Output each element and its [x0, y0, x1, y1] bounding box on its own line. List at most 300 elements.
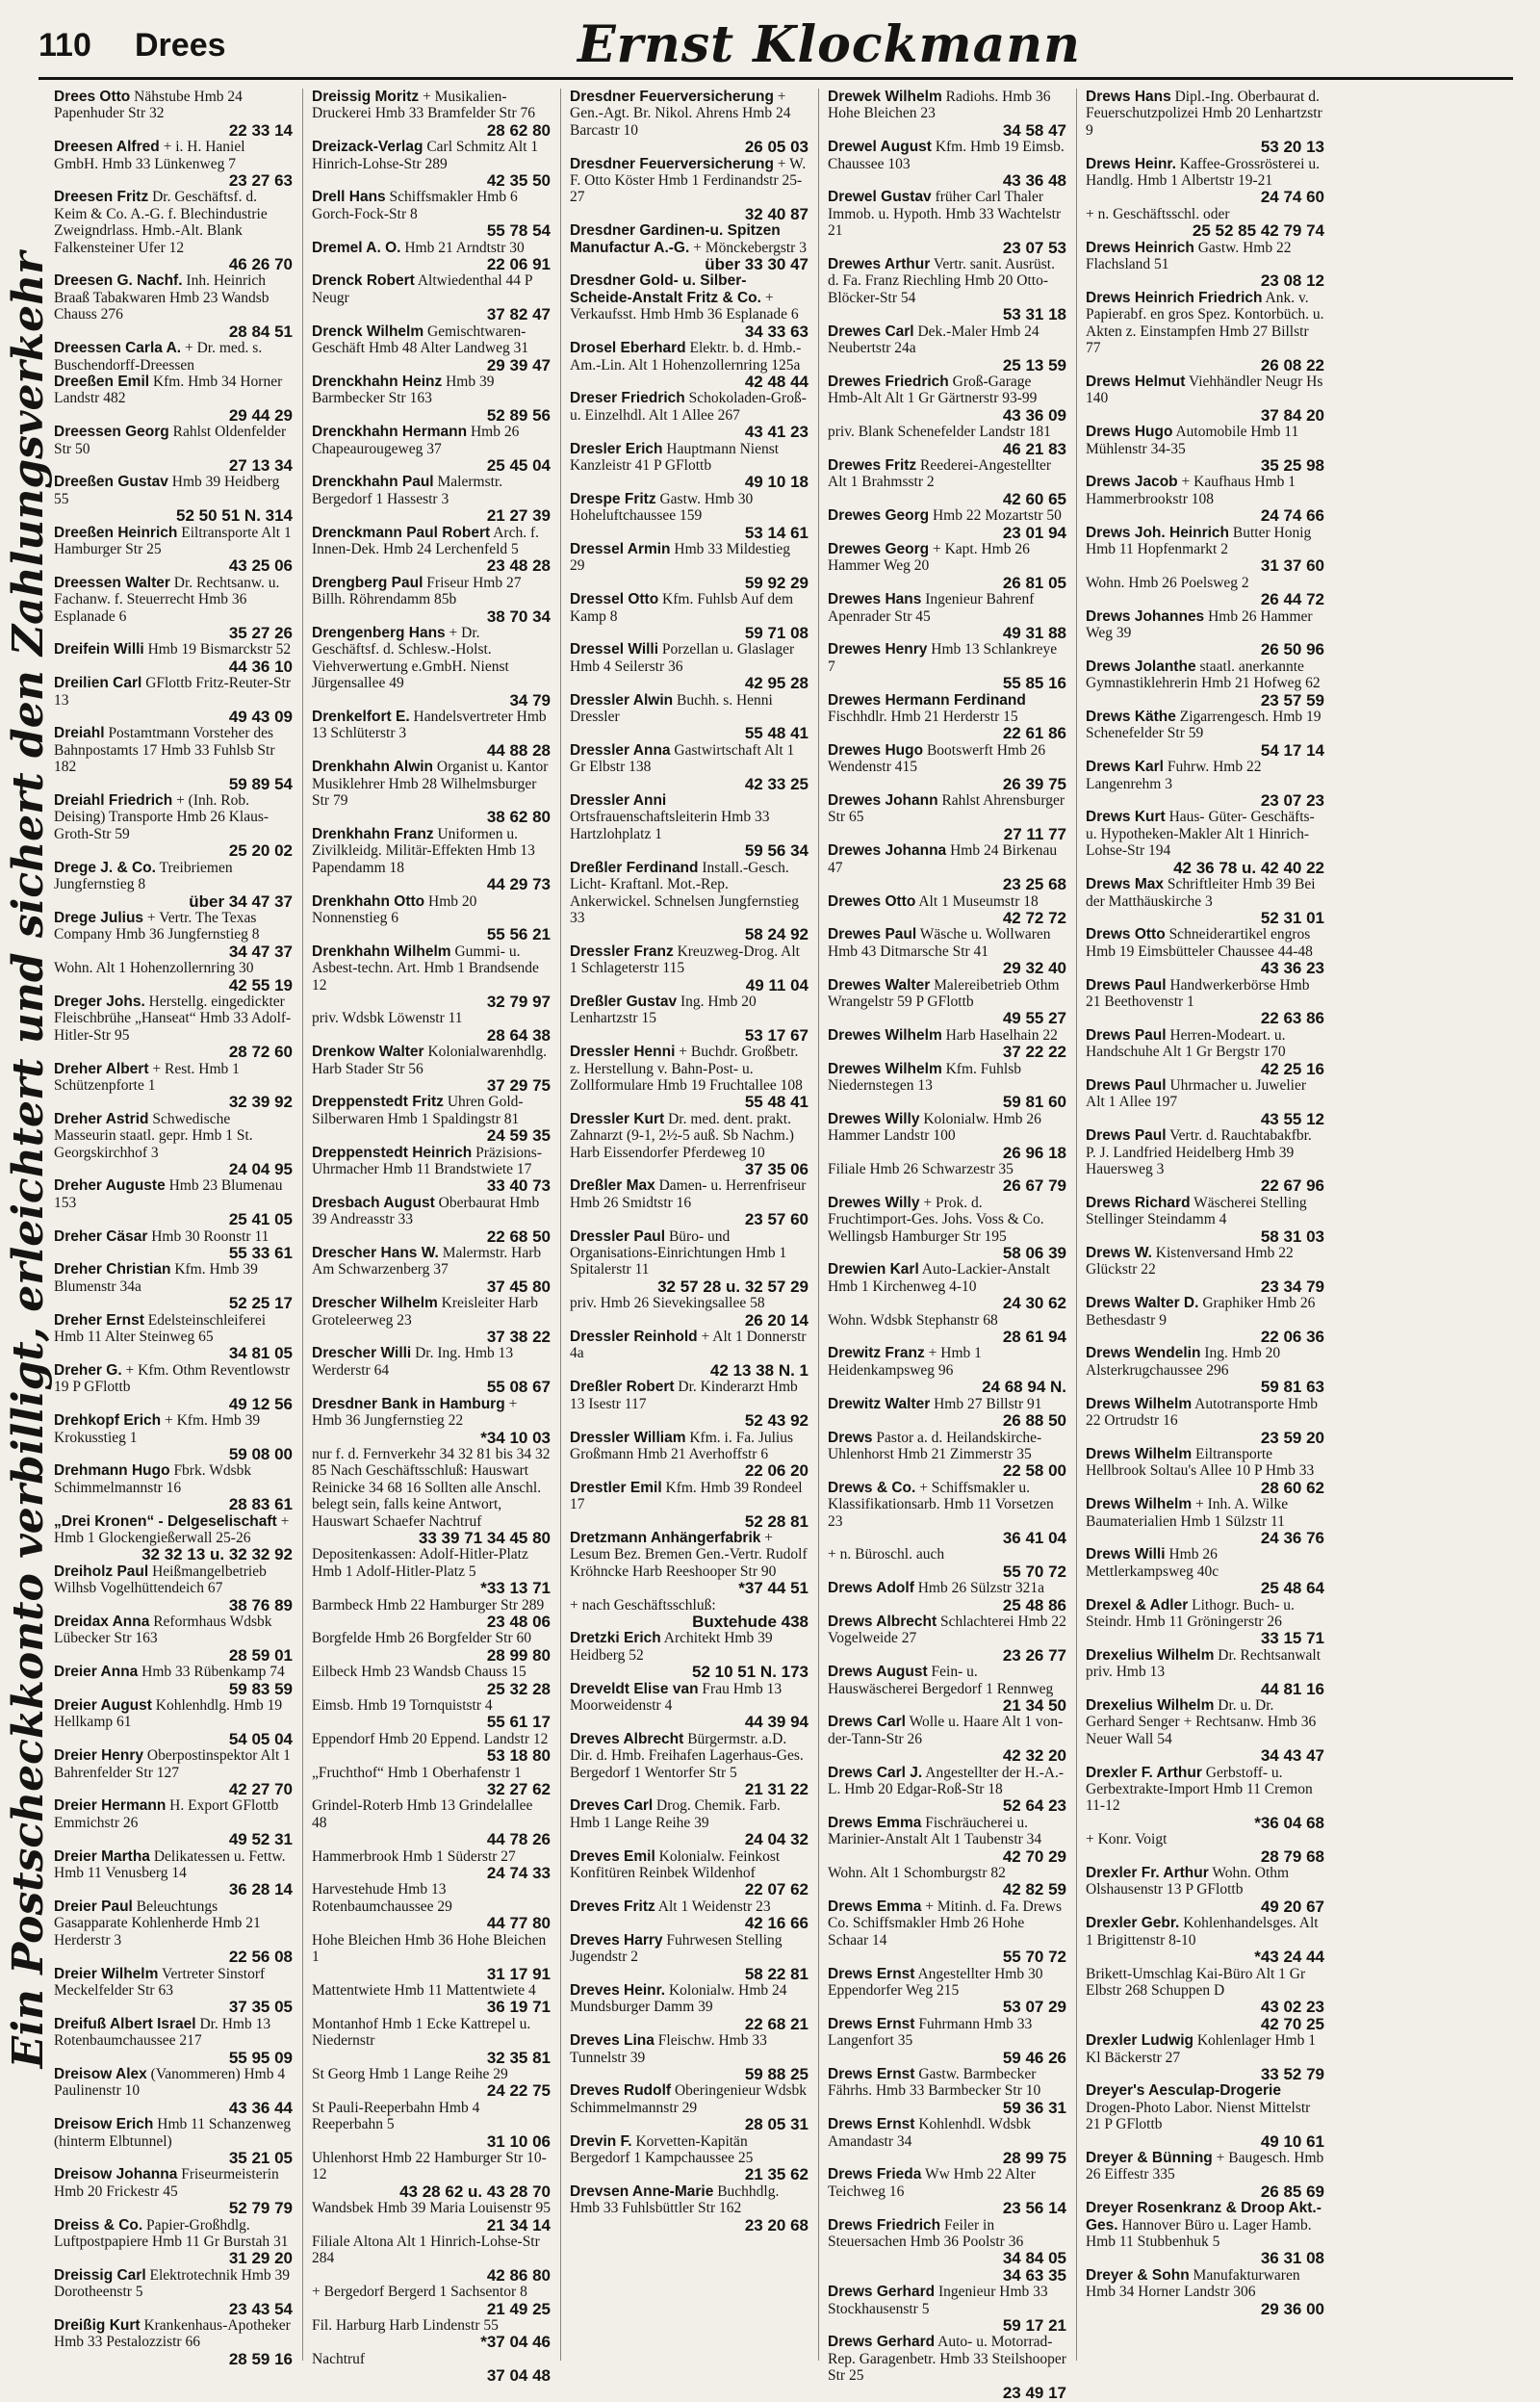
entry-detail: Hmb 27 Billstr 91	[934, 1395, 1042, 1412]
directory-entry	[54, 1697, 293, 1747]
directory-entry	[570, 943, 808, 994]
entry-detail: Bürgermstr. a.D. Dir. d. Hmb. Freihafen Lagerhaus-Ges. Bergedorf 1 Wentorfer Str 5	[570, 1730, 804, 1781]
entry-name: Dreißig Kurt	[54, 2317, 141, 2335]
entry-name: Dresdner Feuerversicherung	[570, 89, 774, 105]
entry-detail: Vertreter Sinstorf Meckelfelder Str 63	[54, 1965, 266, 1999]
entry-phone: 42 13 38 N. 1	[709, 1360, 808, 1380]
directory-entry	[1086, 1396, 1324, 1446]
entry-detail: H. Export GFlottb Emmichstr 26	[54, 1797, 279, 1831]
entry-detail: Hammerbrook Hmb 1 Süderstr 27	[312, 1847, 516, 1865]
entry-detail: Wohn. Wdsbk Stephanstr 68	[828, 1311, 998, 1329]
entry-name: Dreier Anna	[54, 1664, 139, 1681]
directory-entry	[828, 541, 1066, 591]
entry-detail: Oberingenieur Wdsbk Schimmelmannstr 29	[570, 2082, 807, 2116]
entry-name: Dreyer Rosenkranz & Droop Akt.-Ges.	[1086, 2200, 1322, 2234]
entry-phone: 28 05 31	[744, 2115, 808, 2134]
entry-detail: + Rest. Hmb 1 Schützenpforte 1	[54, 1060, 240, 1094]
entry-detail: Gastw. Hmb 30 Hoheluftchaussee 159	[570, 490, 754, 525]
entry-name: Dreger Johs.	[54, 993, 145, 1010]
directory-entry	[828, 742, 1066, 792]
entry-name: Dreßler Ferdinand	[570, 859, 699, 876]
directory-entry	[570, 1898, 808, 1932]
entry-phone: 55 08 67	[486, 1378, 551, 1397]
directory-entry	[570, 390, 808, 440]
directory-column-2	[312, 89, 551, 2386]
entry-detail: Nachtruf	[312, 2350, 366, 2367]
entry-detail: Wohn. Othm Olshausenstr 13 P GFlottb	[1086, 1865, 1290, 1898]
entry-name: Drewes Paul	[828, 926, 917, 943]
directory-entry	[54, 1228, 293, 1262]
entry-name: Drews Paul	[1086, 1076, 1167, 1094]
directory-entry	[312, 1797, 551, 1847]
directory-entry	[828, 189, 1066, 256]
entry-phone: 43 41 23	[744, 423, 808, 442]
directory-entry	[828, 1111, 1066, 1161]
entry-detail: Kreuzweg-Drog. Alt 1 Schlageterstr 115	[570, 943, 800, 977]
entry-phone: 22 06 36	[1260, 1328, 1324, 1347]
directory-entry	[312, 1245, 551, 1295]
entry-detail: Vertr. sanit. Ausrüst. d. Fa. Franz Riechling Hmb 20 Otto-Blöcker-Str 54	[828, 256, 1055, 306]
entry-phone: *34 10 03	[480, 1428, 551, 1447]
entry-detail: Präzisions-Uhrmacher Hmb 11 Brandstwiete 17	[312, 1144, 542, 1177]
directory-entry	[54, 1848, 293, 1898]
entry-phone: 59 17 21	[1002, 2316, 1066, 2336]
entry-name: Drexler Ludwig	[1086, 2032, 1194, 2050]
entry-name: Drews Otto	[1086, 926, 1166, 943]
directory-entry	[828, 692, 1066, 742]
entry-detail: + Lesum Bez. Bremen Gen.-Vertr. Rudolf Kröhncke Harb Reeshooper Str 90	[570, 1529, 808, 1580]
entry-name: Dreves Rudolf	[570, 2082, 672, 2100]
directory-entry	[312, 2066, 551, 2100]
entry-detail: Schlachterei Hmb 22 Vogelweide 27	[828, 1613, 1066, 1647]
entry-name: Drenkhahn Franz	[312, 825, 434, 842]
entry-phone: 49 31 88	[1002, 624, 1066, 642]
directory-entry	[828, 1614, 1066, 1664]
entry-phone: 59 88 25	[744, 2064, 808, 2083]
entry-phone: 36 31 08	[1260, 2249, 1324, 2268]
directory-entry	[570, 860, 808, 943]
entry-phone: 55 70 72	[1002, 1562, 1066, 1581]
entry-detail: Kfm. Hmb 39 Rondeel 17	[570, 1479, 803, 1513]
entry-name: Drews W.	[1086, 1245, 1152, 1262]
entry-detail: Hohe Bleichen Hmb 36 Hohe Bleichen 1	[312, 1931, 547, 1966]
entry-detail: Alt 1 Weidenstr 23	[657, 1898, 771, 1915]
entry-detail: Hmb 26 Chapeaurougeweg 37	[312, 424, 520, 457]
entry-name: Drews Ernst	[828, 2116, 915, 2133]
entry-phone: 34 81 05	[228, 1344, 293, 1363]
entry-detail: Schokoladen-Groß- u. Einzelhdl. Alt 1 Allee 267	[570, 390, 807, 424]
entry-detail: + Konr. Voigt	[1086, 1831, 1168, 1848]
entry-phone: 36 28 14	[228, 1880, 293, 1899]
entry-detail: + Dr. med. s. Buschendorff-Dreessen	[54, 340, 263, 374]
entry-detail: Kfm. Hmb 39 Blumenstr 34a	[54, 1261, 258, 1295]
entry-name: Drehkopf Erich	[54, 1412, 162, 1430]
directory-entry	[570, 441, 808, 491]
entry-detail: Elektr. b. d. Hmb.-Am.-Lin. Alt 1 Hohenzollernring 125a	[570, 340, 802, 374]
entry-name: Drewek Wilhelm	[828, 89, 942, 105]
entry-name: Drewes Friedrich	[828, 373, 949, 390]
entry-detail: Fuhrmann Hmb 33 Langenfort 35	[828, 2015, 1033, 2050]
directory-entry	[828, 139, 1066, 189]
entry-phone: 59 83 59	[228, 1679, 293, 1698]
entry-phone: 59 56 34	[744, 841, 808, 861]
directory-entry	[312, 1094, 551, 1144]
entry-detail: Hmb 20 Nonnenstieg 6	[312, 892, 477, 926]
entry-phone: 28 62 80	[486, 120, 551, 140]
entry-name: Dreessen Walter	[54, 574, 170, 591]
entry-phone: Buxtehude 438	[692, 1612, 808, 1631]
entry-name: Dressler Anni	[570, 792, 667, 810]
entry-name: Drews Carl	[828, 1714, 906, 1731]
entry-phone: 21 49 25	[486, 2299, 551, 2318]
directory-entry	[828, 507, 1066, 541]
entry-name: Dreves Albrecht	[570, 1730, 684, 1747]
entry-detail: Hmb 39 Barmbecker Str 163	[312, 373, 495, 407]
ad-banner: Ernst Klockmann	[578, 15, 1081, 74]
entry-detail: Hmb 26 Hammer Weg 39	[1086, 607, 1313, 641]
entry-name: Drews Kurt	[1086, 809, 1166, 826]
entry-detail: + Vertr. The Texas Company Hmb 36 Jungfernstieg 8	[54, 909, 260, 943]
entry-phone: 42 33 25	[744, 774, 808, 793]
entry-name: Dreppenstedt Fritz	[312, 1094, 444, 1111]
directory-entry	[54, 725, 293, 792]
entry-name: Dreier Wilhelm	[54, 1965, 159, 1982]
entry-name: Drewes Arthur	[828, 256, 931, 273]
directory-entry	[54, 2016, 293, 2066]
entry-phone: 32 57 28 u. 32 57 29	[657, 1277, 808, 1296]
entry-detail: Rahlst Ahrensburger Str 65	[828, 792, 1065, 826]
directory-entry	[54, 525, 293, 575]
entry-name: Drenckhahn Hermann	[312, 424, 468, 441]
directory-entry	[828, 2267, 1066, 2284]
entry-detail: Kohlenhdl. Wdsbk Amandastr 34	[828, 2116, 1032, 2150]
entry-phone: 35 27 26	[228, 624, 293, 642]
entry-phone: 22 56 08	[228, 1948, 293, 1967]
entry-phone: 23 57 59	[1260, 690, 1324, 710]
entry-detail: Buchh. s. Henni Dressler	[570, 691, 773, 726]
entry-phone: 43 28 62 u. 43 28 70	[399, 2182, 551, 2201]
directory-column-1	[54, 89, 293, 2368]
directory-entry	[1086, 1295, 1324, 1345]
entry-phone: 55 70 72	[1002, 1948, 1066, 1967]
entry-detail: Autotransporte Hmb 22 Ortrudstr 16	[1086, 1395, 1319, 1430]
directory-entry	[54, 1966, 293, 2016]
entry-name: Dresdner Gold- u. Silber-Scheide-Anstalt Fritz & Co.	[570, 272, 761, 306]
entry-phone: 52 31 01	[1260, 908, 1324, 927]
directory-entry	[828, 792, 1066, 842]
entry-detail: Krankenhaus-Apotheker Hmb 33 Pestalozzistr 66	[54, 2317, 291, 2351]
entry-phone: 31 17 91	[486, 1964, 551, 1983]
entry-name: Drewel Gustav	[828, 189, 932, 206]
entry-name: Drewitz Walter	[828, 1395, 931, 1412]
entry-detail: Damen- u. Herrenfriseur Hmb 26 Smidtstr 16	[570, 1177, 807, 1211]
entry-detail: Install.-Gesch. Licht- Kraftanl. Mot.-Rep. Ankerwickel. Schnelsen Jungfernstieg 33	[570, 859, 800, 926]
directory-entry	[312, 1446, 551, 1546]
entry-detail: Ww Hmb 22 Alter Teichweg 16	[828, 2166, 1036, 2200]
entry-detail: Angestellter der H.-A.-L. Hmb 20 Edgar-Roß-Str 18	[828, 1764, 1065, 1798]
entry-phone: 34 47 37	[228, 942, 293, 961]
entry-phone: 49 55 27	[1002, 1009, 1066, 1028]
entry-phone: 31 37 60	[1260, 556, 1324, 576]
entry-phone: 28 64 38	[486, 1025, 551, 1045]
entry-name: Drewes Johann	[828, 792, 938, 810]
directory-entry	[828, 1546, 1066, 1580]
entry-detail: Nähstube Hmb 24 Papenhuder Str 32	[54, 89, 243, 122]
entry-name: Drescher Wilhelm	[312, 1295, 438, 1312]
entry-detail: Montanhof Hmb 1 Ecke Kattrepel u. Niedernstr	[312, 2015, 531, 2050]
entry-detail: + Bergedorf Bergerd 1 Sachsentor 8	[312, 2284, 527, 2301]
entry-name: Drews Heinr.	[1086, 155, 1176, 172]
entry-detail: Hmb 13 Schlankreye 7	[828, 641, 1058, 675]
entry-name: Drews Helmut	[1086, 373, 1186, 390]
directory-entry	[312, 1345, 551, 1395]
directory-entry	[828, 1898, 1066, 1966]
entry-phone: 52 79 79	[228, 2199, 293, 2218]
entry-phone: 27 11 77	[1003, 824, 1066, 843]
entry-name: Drews Wilhelm	[1086, 1496, 1193, 1513]
entry-phone: 37 04 48	[486, 2366, 551, 2386]
entry-detail: Elektrotechnik Hmb 39 Dorotheenstr 5	[54, 2266, 291, 2301]
directory-entry	[312, 759, 551, 826]
entry-name: Drews Max	[1086, 876, 1164, 893]
entry-phone: 25 52 85 42 79 74	[1192, 221, 1324, 241]
entry-detail: Ing. Hmb 20 Alsterkrugchaussee 296	[1086, 1345, 1281, 1379]
entry-phone: 23 56 14	[1002, 2199, 1066, 2218]
directory-entry	[570, 1681, 808, 1731]
entry-detail: Mattentwiete Hmb 11 Mattentwiete 4	[312, 1981, 536, 1999]
directory-entry	[1086, 290, 1324, 374]
entry-detail: Kolonialw. Hmb 26 Hammer Landstr 100	[828, 1110, 1041, 1145]
entry-detail: Wäscherei Stelling Stellinger Steindamm 4	[1086, 1194, 1307, 1228]
directory-entry	[1086, 1597, 1324, 1647]
entry-detail: Delikatessen u. Fettw. Hmb 11 Venusberg 14	[54, 1847, 286, 1882]
directory-entry	[312, 1546, 551, 1596]
entry-phone: 24 74 66	[1260, 506, 1324, 526]
directory-entry	[54, 1797, 293, 1847]
entry-name: Dreiss & Co.	[54, 2216, 143, 2234]
entry-detail: Drog. Chemik. Farb. Hmb 1 Lange Reihe 39	[570, 1797, 781, 1831]
directory-column-5	[1086, 89, 1324, 2361]
directory-entry	[828, 1865, 1066, 1898]
entry-detail: Inh. Heinrich Braaß Tabakwaren Hmb 23 Wandsb Chauss 276	[54, 272, 270, 323]
entry-phone: 49 12 56	[228, 1394, 293, 1413]
directory-column-3	[570, 89, 808, 2361]
directory-entry	[312, 1195, 551, 1245]
entry-phone: 22 58 00	[1002, 1461, 1066, 1481]
entry-name: Drenkhahn Otto	[312, 892, 425, 910]
directory-entry	[54, 960, 293, 994]
side-advertisement: Ein Postscheckkonto verbilligt, erleichtert und sichert den Zahlungsverkehr	[4, 251, 53, 2069]
entry-detail: Kolonialw. Hmb 24 Mundsburger Damm 39	[570, 1981, 787, 2016]
entry-detail: + Mitinh. d. Fa. Drews Co. Schiffsmakler Hmb 26 Hohe Schaar 14	[828, 1898, 1063, 1949]
directory-entry	[312, 1597, 551, 1631]
directory-entry	[1086, 1496, 1324, 1546]
entry-phone: 53 20 13	[1260, 138, 1324, 157]
entry-detail: Kaffee-Grossrösterei u. Handlg. Hmb 1 Albertstr 19-21	[1086, 155, 1320, 190]
directory-entry	[54, 1412, 293, 1462]
entry-phone: 32 35 81	[486, 2048, 551, 2067]
entry-phone: 55 61 17	[486, 1713, 551, 1732]
entry-name: Drews Heinrich	[1086, 239, 1194, 256]
directory-entry	[1086, 156, 1324, 206]
entry-name: Dreves Lina	[570, 2032, 654, 2050]
entry-phone: 53 17 67	[744, 1025, 808, 1045]
directory-entry	[54, 2317, 293, 2367]
entry-detail: Brikett-Umschlag Kai-Büro Alt 1 Gr Elbstr 268 Schuppen D	[1086, 1965, 1306, 1999]
entry-name: Dreves Fritz	[570, 1898, 655, 1915]
entry-detail: + Kaufhaus Hmb 1 Hammerbrookstr 108	[1086, 474, 1296, 507]
entry-phone: 23 43 54	[228, 2299, 293, 2318]
entry-detail: + Schiffsmakler u. Klassifikationsarb. Hmb 11 Vorsetzen 23	[828, 1479, 1054, 1530]
directory-entry	[570, 1111, 808, 1178]
entry-name: Dreves Carl	[570, 1797, 654, 1815]
directory-entry	[570, 1228, 808, 1296]
entry-name: Drews Gerhard	[828, 2284, 936, 2301]
directory-entry	[828, 977, 1066, 1027]
entry-detail: Malereibetrieb Othm Wrangelstr 59 P GFlottb	[828, 976, 1060, 1010]
entry-detail: Schiffsmakler Hmb 6 Gorch-Fock-Str 8	[312, 189, 518, 222]
entry-detail: + Buchdr. Großbetr. z. Herstellung v. Bahn-Post- u. Zollformulare Hmb 19 Fruchtallee 108	[570, 1044, 803, 1094]
directory-entry	[312, 1396, 551, 1446]
directory-entry	[828, 2284, 1066, 2334]
entry-phone: 49 10 18	[744, 473, 808, 492]
entry-phone: 25 48 64	[1260, 1579, 1324, 1598]
entry-phone: 59 92 29	[744, 573, 808, 592]
directory-entry	[570, 1295, 808, 1329]
entry-detail: Hmb 33 Mildestieg 29	[570, 540, 790, 575]
entry-detail: Gerbstoff- u. Gerbextrakte-Import Hmb 11 Cremon 11-12	[1086, 1764, 1313, 1815]
directory-entry	[828, 89, 1066, 139]
entry-detail: + Hmb 36 Jungfernstieg 22	[312, 1395, 518, 1430]
entry-name: Drews	[828, 1429, 873, 1446]
entry-detail: Architekt Hmb 39 Heidberg 52	[570, 1630, 773, 1664]
entry-phone: 21 31 22	[744, 1780, 808, 1799]
entry-detail: Wohn. Alt 1 Hohenzollernring 30	[54, 960, 254, 977]
directory-entry	[1086, 659, 1324, 709]
entry-detail: Fbrk. Wdsbk Schimmelmannstr 16	[54, 1462, 252, 1496]
entry-name: Drewes Fritz	[828, 456, 917, 474]
entry-detail: + Musikalien-Druckerei Hmb 33 Bramfelder Str 76	[312, 89, 536, 122]
entry-detail: nur f. d. Fernverkehr 34 32 81 bis 34 32 85 Nach Geschäftsschluß: Hauswart Reinicke 34 68 16 Sollten alle Anschl. belegt sein, falls keine Antwort, Hauswart Schaefer Nachtruf	[312, 1445, 551, 1530]
entry-name: Drews Emma	[828, 1898, 922, 1915]
entry-phone: 24 74 60	[1260, 188, 1324, 207]
directory-entry	[54, 189, 293, 272]
directory-entry	[54, 1061, 293, 1111]
entry-detail: Auto- u. Motorrad-Rep. Garagenbetr. Hmb 33 Steilshooper Str 25	[828, 2334, 1066, 2385]
directory-columns	[54, 89, 1517, 2402]
entry-phone: 59 46 26	[1002, 2048, 1066, 2067]
entry-phone: 23 07 23	[1260, 791, 1324, 811]
entry-name: Dreier Paul	[54, 1898, 133, 1915]
entry-detail: (Vanommeren) Hmb 4 Paulinenstr 10	[54, 2065, 286, 2100]
entry-phone: 25 45 04	[486, 455, 551, 475]
entry-phone: 26 67 79	[1002, 1176, 1066, 1196]
column-divider	[818, 89, 819, 2361]
entry-phone: 44 77 80	[486, 1914, 551, 1933]
directory-entry	[54, 2166, 293, 2216]
entry-phone: 22 61 86	[1002, 724, 1066, 743]
directory-entry	[828, 1714, 1066, 1764]
entry-phone: 23 20 68	[744, 2215, 808, 2234]
directory-entry	[54, 910, 293, 960]
entry-detail: + Hmb 1 Heidenkampsweg 96	[828, 1345, 982, 1379]
directory-entry	[54, 1462, 293, 1512]
directory-entry	[1086, 876, 1324, 926]
entry-phone: 23 49 17	[1002, 2383, 1066, 2402]
entry-phone: 23 07 53	[1002, 238, 1066, 257]
entry-name: Dreesen G. Nachf.	[54, 272, 183, 290]
directory-entry	[570, 2133, 808, 2183]
entry-detail: Dek.-Maler Hmb 24 Neubertstr 24a	[828, 323, 1040, 357]
entry-detail: Haus- Güter- Geschäfts- u. Hypotheken-Makler Alt 1 Hinrich-Lohse-Str 194	[1086, 809, 1315, 860]
entry-name: Drewes Walter	[828, 976, 931, 994]
directory-entry	[54, 1362, 293, 1412]
entry-phone: 22 63 86	[1260, 1009, 1324, 1028]
entry-name: Drews Hugo	[1086, 424, 1173, 441]
entry-detail: Kfm. Fuhlsb Auf dem Kamp 8	[570, 591, 794, 625]
entry-phone: 37 45 80	[486, 1277, 551, 1296]
directory-entry	[54, 2217, 293, 2267]
entry-detail: Friseurmeisterin Hmb 20 Frickestr 45	[54, 2166, 279, 2200]
entry-name: Drews Gerhard	[828, 2334, 936, 2351]
entry-detail: Kfm. Fuhlsb Niedernstegen 13	[828, 1060, 1021, 1094]
entry-detail: Oberbaurat Hmb 39 Andreasstr 33	[312, 1194, 540, 1228]
entry-phone: 35 21 05	[228, 2148, 293, 2167]
entry-phone: 23 25 68	[1002, 875, 1066, 894]
entry-detail: Malermstr. Bergedorf 1 Hassestr 3	[312, 474, 503, 507]
directory-entry	[570, 591, 808, 641]
directory-entry	[828, 926, 1066, 976]
entry-detail: Uhrmacher u. Juwelier Alt 1 Allee 197	[1086, 1076, 1307, 1111]
entry-name: Dressler Reinhold	[570, 1329, 698, 1346]
entry-name: Drenckhahn Paul	[312, 474, 434, 491]
entry-name: Drexel & Adler	[1086, 1596, 1189, 1614]
directory-entry	[570, 491, 808, 541]
entry-detail: + nach Geschäftsschluß:	[570, 1596, 716, 1614]
directory-entry	[312, 1630, 551, 1664]
entry-detail: Ingenieur Hmb 33 Stockhausenstr 5	[828, 2284, 1048, 2317]
entry-name: Drenck Wilhelm	[312, 323, 424, 340]
entry-detail: + Alt 1 Donnerstr 4a	[570, 1329, 807, 1362]
entry-phone: 49 43 09	[228, 708, 293, 727]
entry-phone: 22 33 14	[228, 120, 293, 140]
directory-entry	[312, 1731, 551, 1765]
entry-detail: Wohn. Hmb 26 Poelsweg 2	[1086, 574, 1249, 591]
entry-phone: 44 78 26	[486, 1830, 551, 1849]
entry-name: Drewes Georg	[828, 540, 930, 557]
directory-entry	[54, 1312, 293, 1362]
entry-name: Drews Hans	[1086, 89, 1171, 105]
entry-detail: Malermstr. Harb Am Schwarzenberg 37	[312, 1245, 542, 1278]
entry-detail: St Pauli-Reeperbahn Hmb 4 Reeperbahn 5	[312, 2099, 480, 2133]
directory-entry	[1086, 1027, 1324, 1077]
entry-name: Dreier August	[54, 1697, 152, 1714]
entry-name: Drews Jolanthe	[1086, 658, 1196, 675]
entry-phone: 52 50 51 N. 314	[176, 506, 293, 526]
entry-name: Drews Albrecht	[828, 1613, 937, 1630]
entry-phone: 25 32 28	[486, 1679, 551, 1698]
entry-name: Dressel Otto	[570, 591, 659, 608]
entry-phone: 42 86 80	[486, 2265, 551, 2285]
entry-phone: 22 07 62	[744, 1880, 808, 1899]
entry-detail: Frau Hmb 13 Moorweidenstr 4	[570, 1680, 783, 1714]
entry-phone: 34 33 63	[744, 322, 808, 341]
entry-phone: 27 13 34	[228, 455, 293, 475]
entry-phone: 22 67 96	[1260, 1176, 1324, 1196]
directory-entry	[54, 474, 293, 524]
entry-phone: 38 70 34	[486, 607, 551, 626]
directory-entry	[54, 272, 293, 340]
